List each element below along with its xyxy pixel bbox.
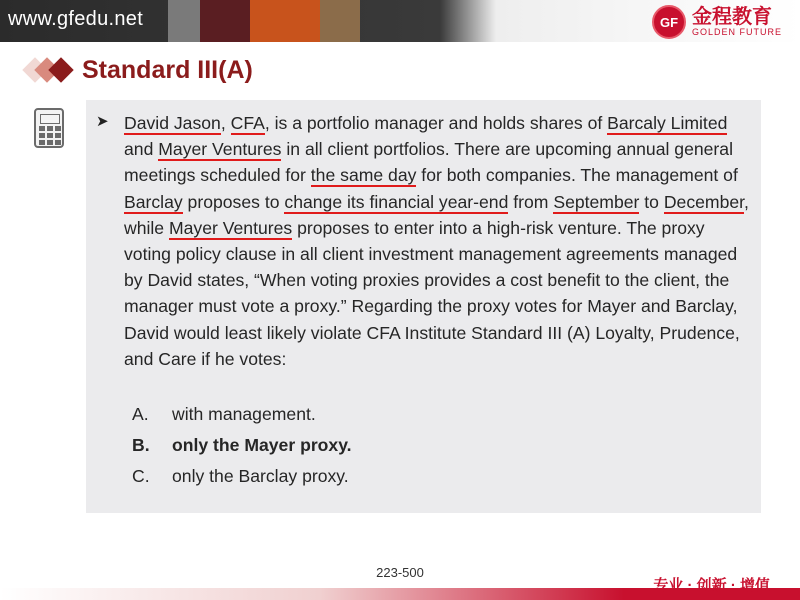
brand-logo xyxy=(652,4,782,40)
option-text: only the Mayer proxy. xyxy=(172,435,352,455)
calculator-icon xyxy=(34,108,64,148)
page-number: 223-500 xyxy=(376,565,424,580)
underlined-phrase: CFA xyxy=(230,113,265,133)
header-decor-block xyxy=(168,0,200,42)
footer-slogan: 专业 · 创新 · 增值 xyxy=(653,577,770,594)
question-fragment: to xyxy=(639,191,664,212)
question-fragment: from xyxy=(508,191,554,212)
seal-icon: GF xyxy=(652,5,686,39)
logo-english: GOLDEN FUTURE xyxy=(691,27,782,37)
option-letter: A. xyxy=(132,404,149,424)
underlined-phrase: Barcaly Limited xyxy=(607,113,728,133)
header-decor-block xyxy=(250,0,320,42)
answer-options xyxy=(132,404,352,497)
option-text: with management. xyxy=(172,404,316,424)
question-text xyxy=(124,110,750,372)
underlined-phrase: December xyxy=(663,191,745,212)
question-fragment: in all client portfolios. There are upcoming annual general meetings scheduled for xyxy=(124,139,733,186)
option-letter: C. xyxy=(132,466,150,486)
underlined-phrase: Barclay xyxy=(124,191,183,212)
title-row xyxy=(22,52,253,88)
option-a[interactable] xyxy=(132,404,352,435)
underlined-phrase: September xyxy=(553,191,640,212)
question-fragment: , xyxy=(220,113,231,133)
question-fragment: , while xyxy=(124,191,749,238)
header-decor-block xyxy=(200,0,250,42)
option-text: only the Barclay proxy. xyxy=(172,466,349,486)
page-title: Standard III(A) xyxy=(82,55,253,84)
question-fragment: for both companies. The management of xyxy=(416,165,738,186)
question-fragment: proposes to enter into a high-risk venture. The proxy voting policy clause in all client investment management agreements managed by David states, “When voting proxies provides a cost benefit to the client, the manager must vote a proxy.” Regarding the proxy votes for Mayer and Barclay, David would least likely violate CFA Institute Standard III (A) Loyalty, Prudence, and Care if he votes: xyxy=(124,217,740,369)
diamond-decor-icon xyxy=(22,52,80,88)
arrow-bullet-icon: ➤ xyxy=(96,113,109,130)
header-bar xyxy=(0,0,800,42)
option-letter: B. xyxy=(132,435,150,455)
underlined-phrase: Mayer Ventures xyxy=(168,217,293,238)
option-b[interactable] xyxy=(132,435,352,466)
underlined-phrase: Mayer Ventures xyxy=(158,139,282,160)
question-fragment: proposes to xyxy=(182,191,285,212)
question-fragment: and xyxy=(124,139,159,160)
underlined-phrase: the same day xyxy=(310,165,417,186)
logo-chinese: 金程教育 xyxy=(691,6,772,28)
header-decor-block xyxy=(320,0,360,42)
underlined-phrase: David Jason xyxy=(124,113,221,133)
option-c[interactable] xyxy=(132,466,352,497)
underlined-phrase: change its financial year-end xyxy=(284,191,509,212)
site-url[interactable]: www.gfedu.net xyxy=(8,8,144,30)
question-fragment: , is a portfolio manager and holds shares of xyxy=(264,113,608,133)
